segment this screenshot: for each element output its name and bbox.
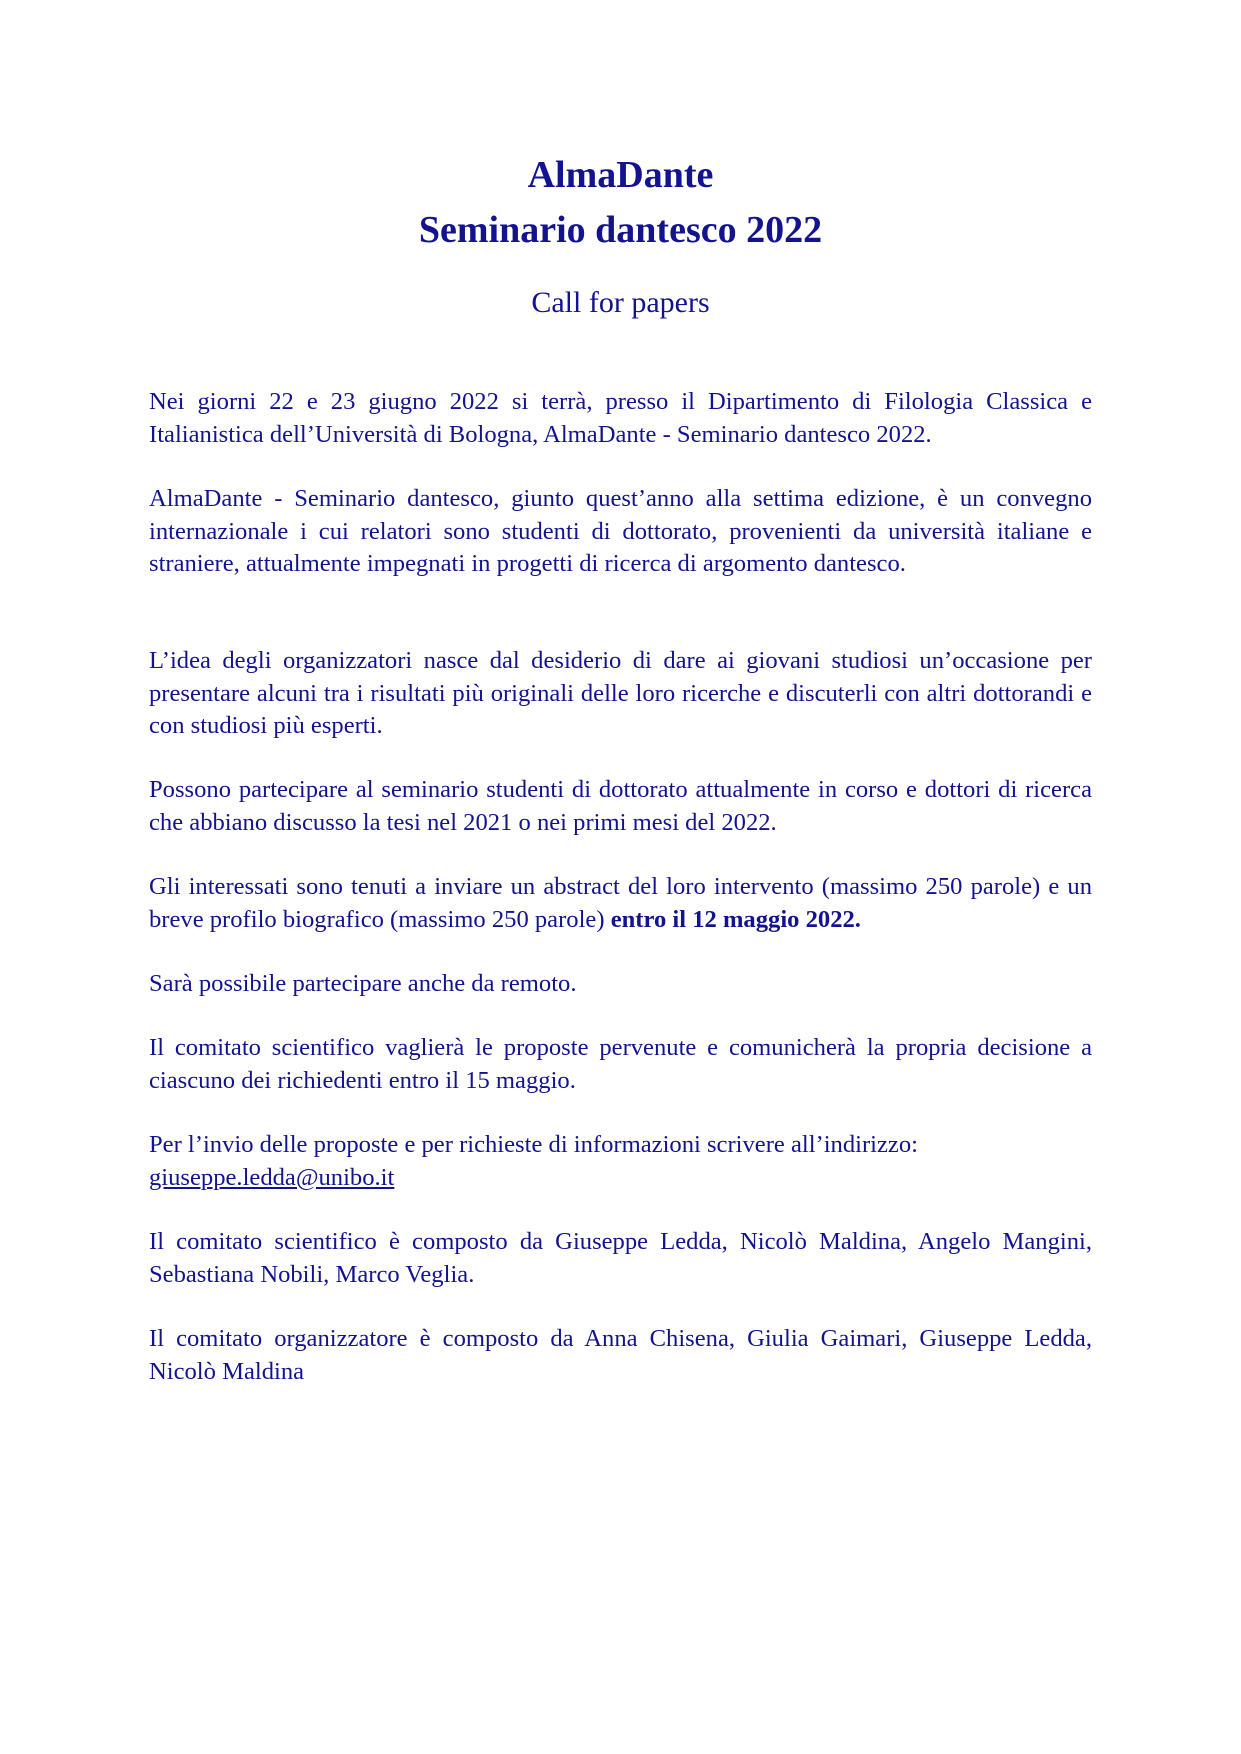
title-block (0, 148, 1241, 258)
submission-text: Gli interessati sono tenuti a inviare un abstract del loro intervento (massimo 250 parole) e un breve profilo biografico (massimo 250 parole) (149, 873, 1092, 933)
paragraph-dates-location: Nei giorni 22 e 23 giugno 2022 si terrà, presso il Dipartimento di Filologia Classica e Italianistica dell’Università di Bologna, AlmaDante - Seminario dantesco 2022. (149, 388, 1092, 448)
contact-text: Per l’invio delle proposte e per richieste di informazioni scrivere all’indirizzo: (149, 1131, 918, 1158)
paragraph-organizing-committee: Il comitato organizzatore è composto da Anna Chisena, Giulia Gaimari, Giuseppe Ledda, Nicolò Maldina (149, 1325, 1092, 1385)
paragraph-scientific-committee: Il comitato scientifico è composto da Giuseppe Ledda, Nicolò Maldina, Angelo Mangini, Sebastiana Nobili, Marco Veglia. (149, 1228, 1092, 1288)
paragraph-eligibility: Possono partecipare al seminario studenti di dottorato attualmente in corso e dottori di ricerca che abbiano discusso la tesi nel 2021 o nei primi mesi del 2022. (149, 776, 1092, 836)
paragraph-review: Il comitato scientifico vaglierà le proposte pervenute e comunicherà la propria decisione a ciascuno dei richiedenti entro il 15 maggio. (149, 1034, 1092, 1094)
page-title-subline: Seminario dantesco 2022 (418, 209, 823, 251)
paragraph-organizers-idea: L’idea degli organizzatori nasce dal desiderio di dare ai giovani studiosi un’occasione per presentare alcuni tra i risultati più originali delle loro ricerche e discuterli con altri dottorandi e con studiosi più esperti. (149, 647, 1092, 739)
contact-email-link[interactable]: giuseppe.ledda@unibo.it (149, 1163, 395, 1191)
paragraph-submission (149, 871, 1092, 936)
page-title: AlmaDante (527, 154, 714, 196)
paragraph-remote: Sarà possibile partecipare anche da remoto. (149, 970, 577, 997)
page-subtitle: Call for papers (531, 286, 710, 319)
submission-deadline: entro il 12 maggio 2022. (610, 905, 861, 933)
paragraph-conference-description: AlmaDante - Seminario dantesco, giunto quest’anno alla settima edizione, è un convegno internazionale i cui relatori sono studenti di dottorato, provenienti da università italiane e straniere, attualmente impegnati in progetti di ricerca di argomento dantesco. (149, 485, 1092, 577)
paragraph-contact (149, 1129, 1092, 1194)
